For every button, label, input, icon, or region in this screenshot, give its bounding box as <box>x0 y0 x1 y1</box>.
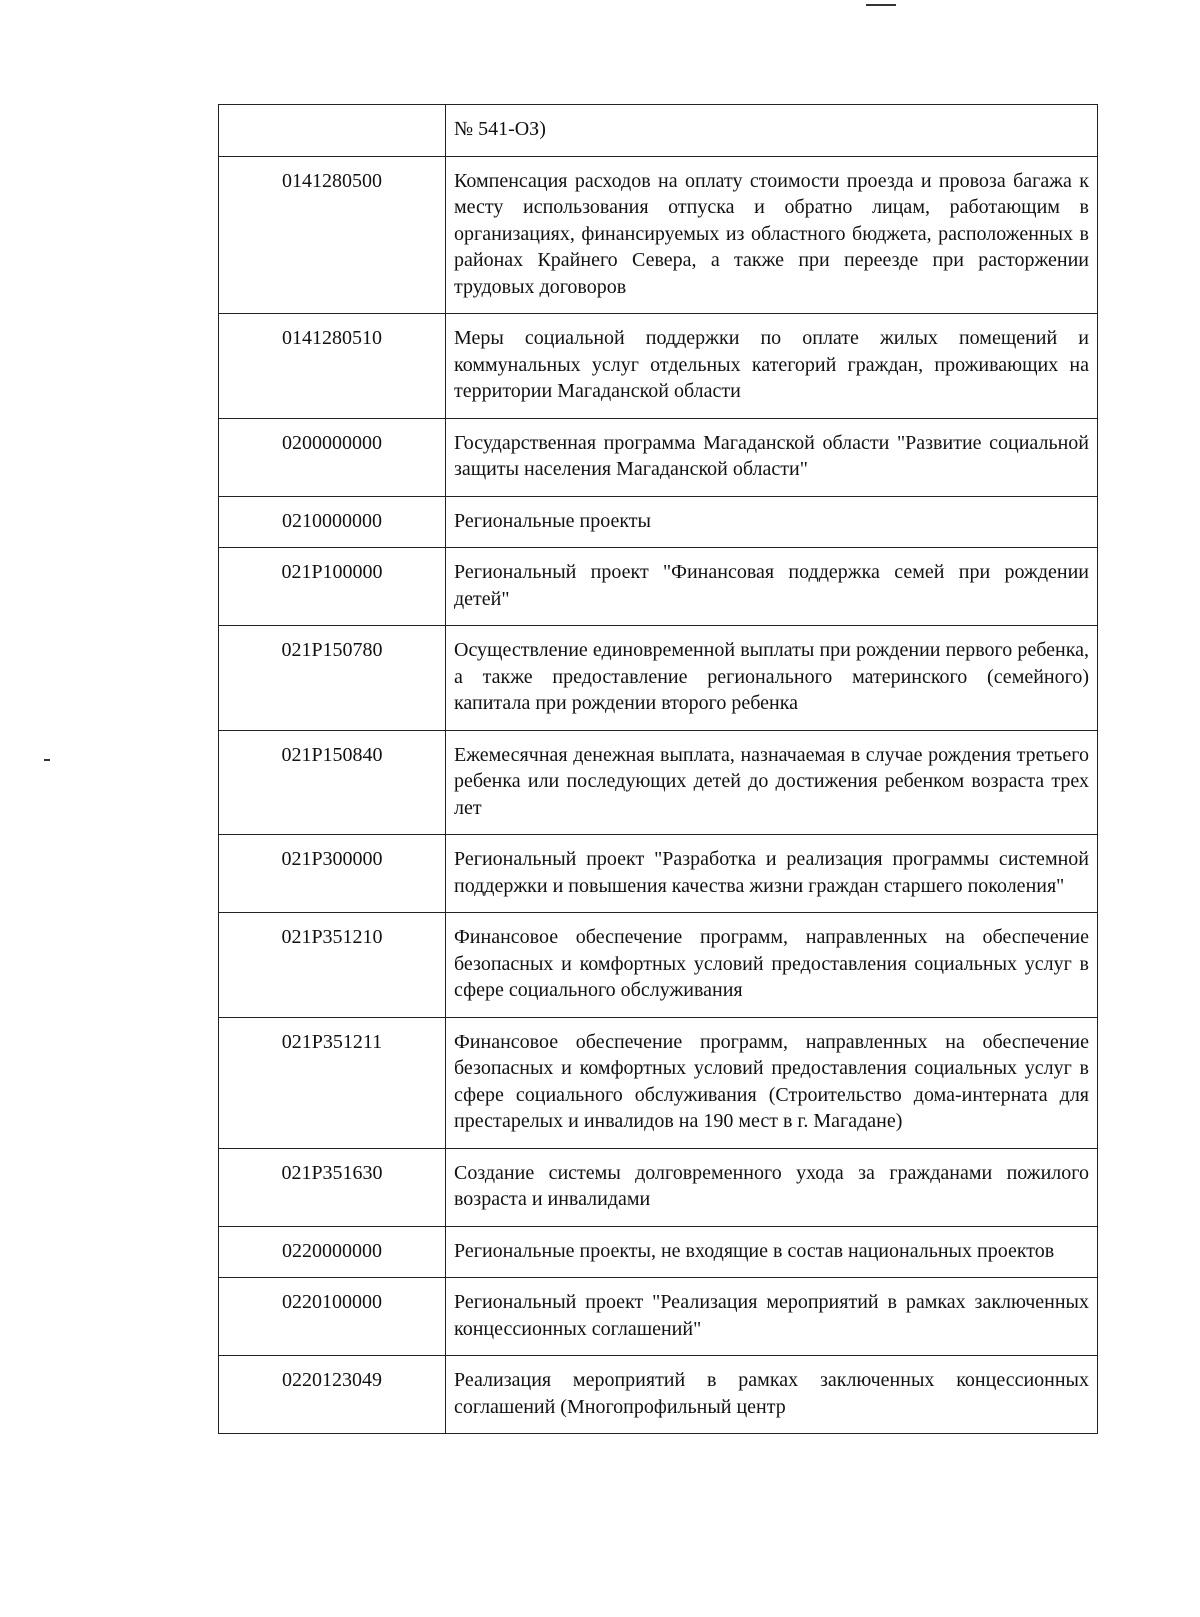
code-cell: 0200000000 <box>219 418 446 496</box>
name-cell: Ежемесячная денежная выплата, назначаемая в случае рождения третьего ребенка или последующих детей до достижения ребенком возраста трех лет <box>446 730 1098 835</box>
code-cell <box>219 105 446 157</box>
table-row <box>219 835 1098 913</box>
name-cell: Государственная программа Магаданской области "Развитие социальной защиты населения Магаданской области" <box>446 418 1098 496</box>
table-row <box>219 730 1098 835</box>
table-row <box>219 548 1098 626</box>
table-row <box>219 1017 1098 1148</box>
table-row <box>219 913 1098 1018</box>
table-row <box>219 626 1098 731</box>
name-cell: Осуществление единовременной выплаты при рождении первого ребенка, а также предоставление регионального материнского (семейного) капитала при рождении второго ребенка <box>446 626 1098 731</box>
code-cell: 0220100000 <box>219 1278 446 1356</box>
name-cell: Региональный проект "Финансовая поддержка семей при рождении детей" <box>446 548 1098 626</box>
code-cell: 0141280500 <box>219 156 446 314</box>
scan-mark-left <box>44 759 50 761</box>
name-cell: Компенсация расходов на оплату стоимости проезда и провоза багажа к месту использования отпуска и обратно лицам, работающим в организациях, финансируемых из областного бюджета, расположенных в районах Крайнего Севера, а также при переезде при расторжении трудовых договоров <box>446 156 1098 314</box>
code-cell: 021P351630 <box>219 1148 446 1226</box>
code-cell: 0141280510 <box>219 314 446 419</box>
budget-codes-table <box>218 104 1098 1434</box>
table-row <box>219 1356 1098 1434</box>
code-cell: 0220000000 <box>219 1226 446 1278</box>
name-cell: № 541-ОЗ) <box>446 105 1098 157</box>
name-cell: Меры социальной поддержки по оплате жилых помещений и коммунальных услуг отдельных категорий граждан, проживающих на территории Магаданской области <box>446 314 1098 419</box>
name-cell: Реализация мероприятий в рамках заключенных концессионных соглашений (Многопрофильный центр <box>446 1356 1098 1434</box>
table-row <box>219 156 1098 314</box>
code-cell: 021P300000 <box>219 835 446 913</box>
name-cell: Создание системы долговременного ухода за гражданами пожилого возраста и инвалидами <box>446 1148 1098 1226</box>
code-cell: 021P100000 <box>219 548 446 626</box>
name-cell: Региональный проект "Разработка и реализация программы системной поддержки и повышения качества жизни граждан старшего поколения" <box>446 835 1098 913</box>
scan-mark-top <box>866 4 896 6</box>
table-row <box>219 314 1098 419</box>
table-row <box>219 496 1098 548</box>
code-cell: 021P150840 <box>219 730 446 835</box>
code-cell: 021P150780 <box>219 626 446 731</box>
name-cell: Региональный проект "Реализация мероприятий в рамках заключенных концессионных соглашений" <box>446 1278 1098 1356</box>
code-cell: 021P351211 <box>219 1017 446 1148</box>
table-row <box>219 1226 1098 1278</box>
name-cell: Региональные проекты, не входящие в состав национальных проектов <box>446 1226 1098 1278</box>
name-cell: Региональные проекты <box>446 496 1098 548</box>
code-cell: 021P351210 <box>219 913 446 1018</box>
table-row <box>219 418 1098 496</box>
name-cell: Финансовое обеспечение программ, направленных на обеспечение безопасных и комфортных условий предоставления социальных услуг в сфере социального обслуживания <box>446 913 1098 1018</box>
table-row <box>219 105 1098 157</box>
name-cell: Финансовое обеспечение программ, направленных на обеспечение безопасных и комфортных условий предоставления социальных услуг в сфере социального обслуживания (Строительство дома-интерната для престарелых и инвалидов на 190 мест в г. Магадане) <box>446 1017 1098 1148</box>
table-row <box>219 1148 1098 1226</box>
code-cell: 0220123049 <box>219 1356 446 1434</box>
table-row <box>219 1278 1098 1356</box>
code-cell: 0210000000 <box>219 496 446 548</box>
